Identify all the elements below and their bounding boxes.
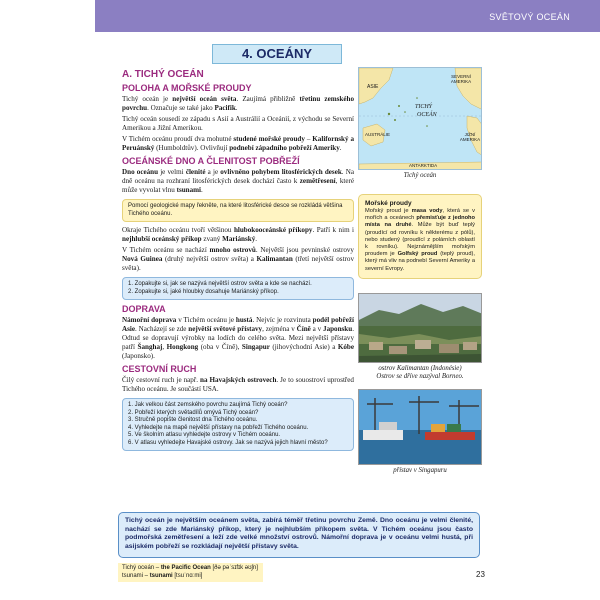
map-label: SEVERNÍ AMERIKA: [450, 74, 472, 84]
map-caption: Tichý oceán: [403, 172, 437, 179]
paragraph: Dno oceánu je velmi členité a je ovlivněno pohybem litosférických desek. Na dně oceánu na rozhraní litosférických desek dochází často k zemětřesení, které může vyvolat vlnu tsunami.: [122, 168, 354, 194]
map-label: JIŽNÍ AMERIKA: [459, 132, 481, 142]
review-questions-box: [122, 277, 354, 300]
map-label: ASIE: [367, 84, 379, 90]
task-box: Pomocí geologické mapy řekněte, na které litosférické desce se rozkládá většina Tichého oceánu.: [122, 199, 354, 222]
ocean-currents-note: [358, 194, 482, 279]
question-item: 2. Zopakujte si, jaké hloubky dosahuje Mariánský příkop.: [128, 288, 279, 295]
paragraph: V Tichém oceánu se nachází mnoho ostrovů. Největší jsou pevninské ostrovy Nová Guinea (druhý největší ostrov světa) a Kalimantan (třetí největší ostrov světa).: [122, 246, 354, 272]
question-item: 6. V atlasu vyhledejte Havajské ostrovy. Jak se nazývá jejich hlavní město?: [128, 439, 328, 446]
vocab-line: tsunami – tsunami [tsuˈnɑːmi]: [122, 572, 203, 579]
singapore-caption: přístav v Singapuru: [393, 466, 447, 474]
kalimantan-photo: [358, 293, 482, 363]
section-heading: A. TICHÝ OCEÁN: [122, 69, 204, 80]
question-item: 1. Zopakujte si, jak se nazývá největší ostrov světa a kde se nachází.: [128, 281, 312, 287]
paragraph: Okraje Tichého oceánu tvoří většinou hlubokooceánské příkopy. Patří k nim i nejhlubší oceánský příkop zvaný Mariánský.: [122, 226, 355, 243]
kalimantan-caption: ostrov Kalimantan (Indonésie) Ostrov se dříve nazýval Borneo.: [376, 364, 464, 380]
map-label: AUSTRÁLIE: [365, 132, 391, 137]
vocabulary-box: [118, 563, 263, 582]
subheading-poloha: POLOHA A MOŘSKÉ PROUDY: [122, 83, 252, 93]
pacific-ocean-map: [358, 67, 482, 170]
page-number: 23: [476, 570, 485, 579]
kalimantan-image: [359, 294, 482, 363]
question-item: 2. Pobřeží kterých světadílů omývá Tichý oceán?: [128, 409, 259, 416]
map-label: OCEÁN: [417, 112, 437, 118]
note-title: Mořské proudy: [365, 200, 412, 207]
map-label: ANTARKTIDA: [409, 163, 438, 168]
singapore-port-image: [359, 390, 482, 465]
question-item: 4. Vyhledejte na mapě největší přístavy na pobřeží Tichého oceánu.: [128, 424, 309, 431]
paragraph: Tichý oceán sousedí ze západu s Asií a Austrálií a Oceánií, z východu se Severní Amerikou a Jižní Amerikou.: [122, 115, 354, 132]
page-title: 4. OCEÁNY: [212, 44, 342, 64]
question-item: 3. Stručně popište členitost dna Tichého oceánu.: [128, 417, 258, 423]
paragraph: Tichý oceán je největší oceán světa. Zaujímá přibližně třetinu zemského povrchu. Označuje se také jako Pacifik.: [122, 95, 354, 112]
questions-box: [122, 398, 354, 451]
subheading-doprava: DOPRAVA: [122, 304, 166, 314]
question-item: 1. Jak velkou část zemského povrchu zaujímá Tichý oceán?: [128, 402, 288, 408]
chapter-title: SVĚTOVÝ OCEÁN: [489, 12, 570, 22]
paragraph: Čilý cestovní ruch je např. na Havajských ostrovech. Je to souostroví uprostřed Tichého oceánu. Je součástí USA.: [122, 376, 354, 393]
summary-box: Tichý oceán je největším oceánem světa, zabírá téměř třetinu povrchu Země. Dno oceánu je velmi členité, nachází se zde Mariánský příkop, který je nejhlubším příkopem světa. V Tichém oceánu jsou často podmořská zemětřesení a leží zde velké množství ostrovů. Námořní doprava je v oceánu velmi hustá, při asijském pobřeží se rozkládají největší přístavy světa.: [118, 512, 480, 558]
singapore-port-photo: [358, 389, 482, 465]
subheading-ruch: CESTOVNÍ RUCH: [122, 364, 197, 374]
main-text-column: [122, 67, 354, 455]
note-text: Mořský proud je masa vody, která se v mořích a oceánech přemisťuje z jednoho místa na druhé. Může být buď teplý (proudící od rovníku k některému z pólů), nebo studený (proudící z polárních oblastí k rovníku). Nejznámějším mořským proudem je Golfský proud (teplý proud), který má vliv na podnebí Severní Ameriky a severní Evropy.: [365, 208, 476, 272]
side-column: [358, 67, 482, 475]
chapter-banner: [95, 0, 600, 32]
paragraph: V Tichém oceánu proudí dva mohutné studené mořské proudy – Kalifornský a Peruánský (Humboldtův). Ovlivňují podnebí západního pobřeží Ameriky.: [122, 135, 354, 152]
map-label: TICHÝ: [415, 104, 433, 110]
vocab-line: Tichý oceán – the Pacific Ocean [ðə pəˈsɪfɪk əʊʃn]: [122, 565, 258, 571]
subheading-dno: OCEÁNSKÉ DNO A ČLENITOST POBŘEŽÍ: [122, 156, 300, 166]
paragraph: Námořní doprava v Tichém oceánu je hustá. Nejvíc je rozvinuta podél pobřeží Asie. Nacházejí se zde největší světové přístavy, zejména v Číně a v Japonsku. Odtud se dopravují výrobky na lodích do celého světa. Mezi největší přístavy patří Šanghaj, Hongkong (oba v Číně), Singapur (jihovýchodní Asie) a Kóbe (Japonsko).: [122, 316, 355, 360]
question-item: 5. Ve školním atlasu vyhledejte ostrovy v Tichém oceánu.: [128, 432, 281, 438]
